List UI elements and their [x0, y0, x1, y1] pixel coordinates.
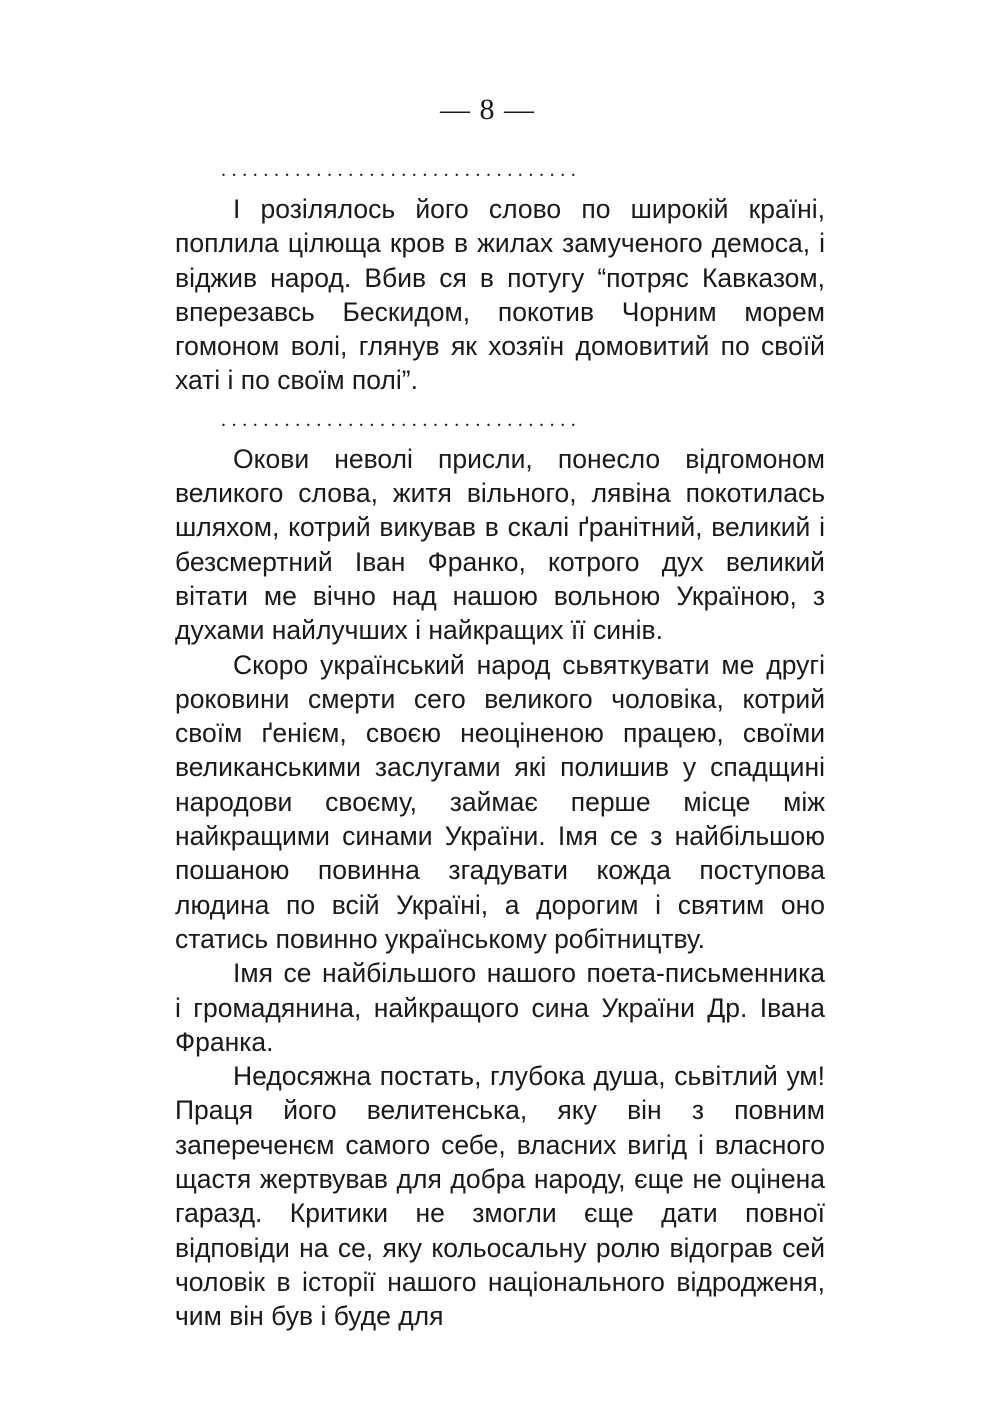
paragraph-4: Імя се найбільшого нашого поета-письменника і громадянина, найкращого сина України Др. Івана Франка. [175, 958, 825, 1057]
dotted-separator-top: .................................. [221, 160, 582, 180]
paragraph-3: Скоро український народ сьвяткувати ме другі роковини смерти сего великого чоловіка, котрий своїм ґенієм, своєю неоціненою працею, своїми великанськими заслугами які полишив у спадщині народови своєму, займає перше місце між найкращими синами України. Імя се з найбільшою пошаною повинна згадувати кожда поступова людина по всій Україні, а дорогим і святим оно статись повинно українському робітництву. [175, 649, 825, 954]
paragraph-1: І розілялось його слово по широкій країні, поплила цілюща кров в жилах замученого демоса, і віджив народ. Вбив ся в потугу “потряс Кавказом, вперезавсь Бескидом, покотив Чорним морем гомоном волі, глянув як хозяїн домовитий по своїй хаті і по своїм полі”. [175, 194, 825, 396]
book-page [175, 90, 825, 1334]
paragraph-2: Окови неволі присли, понесло відгомоном великого слова, житя вільного, лявіна покотилась шляхом, котрий викував в скалі ґранітний, великий і безсмертний Іван Франко, котрого дух великий вітати ме вічно над нашою вольною Україною, з духами найлучших і найкращих її синів. [175, 443, 825, 646]
paragraph-5: Недосяжна постать, глубока душа, сьвітлий ум! Праця його велитенська, яку він з повним запереченєм самого себе, власних вигід і власного щастя жертвував для добра народу, єще не оцінена гаразд. Критики не змогли єще дати повної відповіди на се, яку кольосальну ролю відограв сей чоловік в історії нашого національного відродженя, чим він був і буде для [175, 1061, 825, 1332]
page-number: — 8 — [440, 93, 535, 126]
dotted-separator-middle: .................................. [221, 409, 582, 430]
